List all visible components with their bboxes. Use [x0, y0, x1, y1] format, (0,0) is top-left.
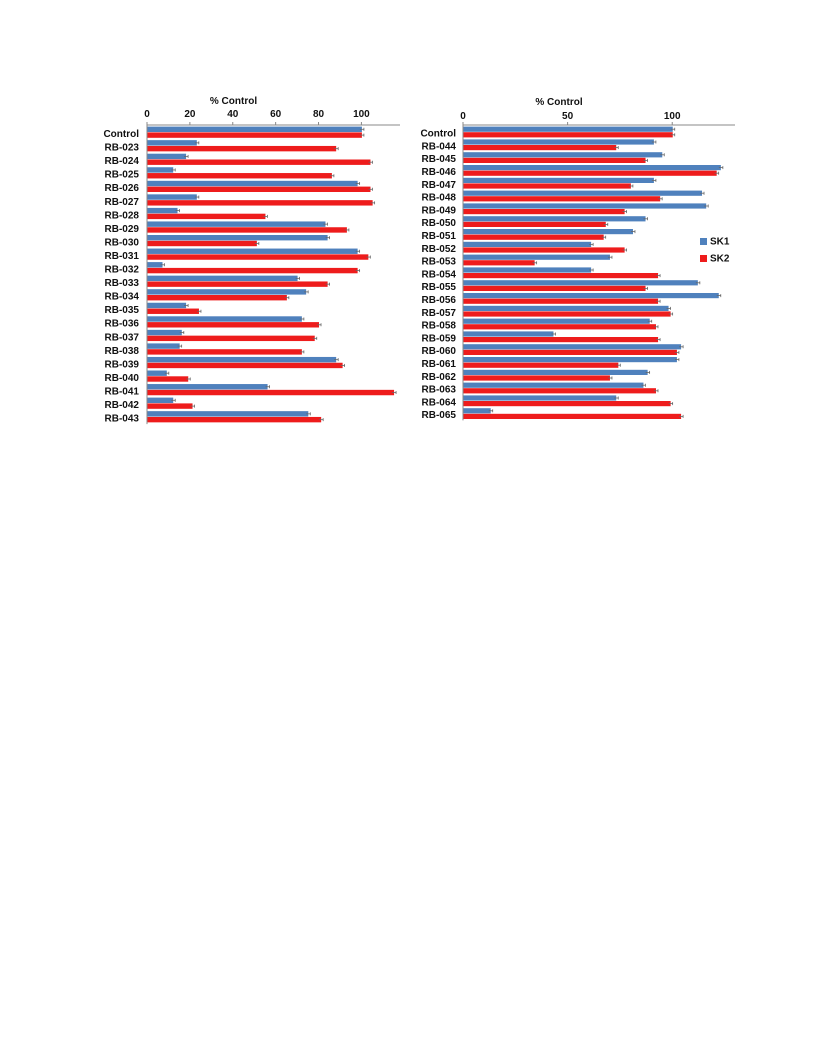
chart-right-svg — [400, 92, 760, 427]
bar-sk2-rb-047 — [464, 183, 631, 188]
x-tick-label: 20 — [184, 109, 196, 120]
bar-sk1-rb-027 — [148, 194, 197, 199]
category-label: RB-032 — [104, 264, 139, 276]
chart-right — [400, 92, 760, 427]
x-tick-label: 60 — [270, 109, 282, 120]
x-tick-label: 40 — [227, 109, 239, 120]
category-label: RB-036 — [104, 318, 139, 330]
bar-sk1-rb-026 — [148, 181, 358, 186]
bar-sk2-rb-042 — [148, 403, 193, 408]
category-label: Control — [420, 128, 456, 140]
category-label: RB-038 — [104, 345, 139, 357]
bar-sk2-rb-060 — [464, 350, 677, 355]
bar-sk2-rb-054 — [464, 273, 659, 278]
bar-sk2-rb-038 — [148, 349, 302, 354]
bar-sk1-rb-033 — [148, 276, 298, 281]
bar-sk2-rb-062 — [464, 375, 610, 380]
bar-sk1-rb-025 — [148, 167, 174, 172]
bar-sk1-rb-041 — [148, 384, 268, 389]
bar-sk2-rb-051 — [464, 235, 604, 240]
bar-sk2-rb-031 — [148, 254, 369, 259]
bar-sk2-rb-050 — [464, 222, 606, 227]
bar-sk2-rb-032 — [148, 268, 358, 273]
bar-sk1-rb-049 — [464, 203, 707, 208]
category-label: RB-026 — [104, 183, 139, 195]
bar-sk1-rb-052 — [464, 242, 592, 247]
x-tick-label: 50 — [562, 111, 574, 122]
category-label: RB-052 — [421, 243, 456, 255]
category-label: RB-058 — [421, 320, 456, 332]
bar-sk2-rb-044 — [464, 145, 617, 150]
bar-sk1-rb-048 — [464, 191, 703, 196]
x-tick-label: 0 — [460, 111, 466, 122]
bar-sk1-rb-036 — [148, 316, 302, 321]
x-tick-label: 0 — [144, 109, 150, 120]
category-label: RB-046 — [421, 166, 456, 178]
bar-sk1-rb-050 — [464, 216, 646, 221]
bar-sk1-rb-055 — [464, 280, 698, 285]
bar-sk1-rb-037 — [148, 330, 182, 335]
bar-sk1-rb-060 — [464, 344, 682, 349]
bar-sk1-rb-044 — [464, 139, 654, 144]
bar-sk2-rb-061 — [464, 363, 619, 368]
bar-sk1-rb-046 — [464, 165, 721, 170]
category-label: RB-056 — [421, 294, 456, 306]
bar-sk2-rb-055 — [464, 286, 646, 291]
bar-sk1-rb-034 — [148, 289, 307, 294]
bar-sk1-rb-065 — [464, 408, 491, 413]
bar-sk2-rb-041 — [148, 390, 395, 395]
bar-sk2-rb-023 — [148, 146, 337, 151]
bar-sk2-rb-037 — [148, 336, 315, 341]
legend-swatch-sk1 — [700, 238, 707, 245]
bar-sk1-rb-058 — [464, 319, 650, 324]
bar-sk1-rb-061 — [464, 357, 677, 362]
category-label: RB-054 — [421, 269, 456, 281]
category-label: RB-035 — [104, 305, 139, 317]
category-label: RB-043 — [104, 413, 139, 425]
bar-sk1-rb-056 — [464, 293, 719, 298]
category-label: RB-048 — [421, 192, 456, 204]
chart-left — [95, 92, 415, 427]
bar-sk2-rb-065 — [464, 414, 682, 419]
category-label: RB-023 — [104, 142, 139, 154]
category-label: RB-050 — [421, 218, 456, 230]
bar-sk2-rb-024 — [148, 160, 371, 165]
category-label: RB-064 — [421, 397, 456, 409]
category-label: RB-065 — [421, 410, 456, 422]
bar-sk2-rb-056 — [464, 299, 659, 304]
category-label: RB-040 — [104, 372, 139, 384]
bar-sk2-rb-040 — [148, 376, 189, 381]
category-label: RB-051 — [421, 230, 456, 242]
category-label: RB-062 — [421, 371, 456, 383]
bar-sk2-rb-045 — [464, 158, 646, 163]
legend-label-sk2: SK2 — [710, 253, 730, 265]
category-label: RB-030 — [104, 237, 139, 249]
bar-sk1-rb-062 — [464, 370, 648, 375]
bar-sk1-rb-032 — [148, 262, 163, 267]
bar-sk1-rb-063 — [464, 383, 644, 388]
x-axis-title: % Control — [535, 97, 583, 108]
bar-sk1-rb-059 — [464, 331, 554, 336]
bar-sk2-control — [148, 132, 362, 137]
x-tick-label: 100 — [353, 109, 370, 120]
bar-sk2-rb-029 — [148, 227, 347, 232]
category-label: RB-059 — [421, 333, 456, 345]
category-label: RB-039 — [104, 359, 139, 371]
bar-sk1-rb-029 — [148, 221, 326, 226]
bar-sk2-rb-058 — [464, 324, 656, 329]
bar-sk1-rb-054 — [464, 267, 592, 272]
x-tick-label: 80 — [312, 109, 325, 120]
x-axis-title: % Control — [209, 96, 258, 107]
bar-sk1-rb-053 — [464, 255, 610, 260]
category-label: RB-031 — [104, 250, 139, 262]
bar-sk1-control — [148, 127, 362, 132]
category-label: RB-047 — [421, 179, 456, 191]
category-label: RB-024 — [104, 156, 139, 168]
bar-sk1-rb-028 — [148, 208, 178, 213]
bar-sk2-control — [464, 132, 673, 137]
bar-sk1-rb-024 — [148, 154, 187, 159]
bar-sk2-rb-030 — [148, 241, 257, 246]
bar-sk1-rb-035 — [148, 303, 187, 308]
bar-sk1-rb-023 — [148, 140, 197, 145]
category-label: RB-027 — [104, 196, 139, 208]
chart-left-svg — [95, 92, 415, 427]
bar-sk2-rb-025 — [148, 173, 332, 178]
bar-sk2-rb-046 — [464, 171, 717, 176]
bar-sk1-rb-031 — [148, 249, 358, 254]
bar-sk2-rb-028 — [148, 214, 266, 219]
bar-sk2-rb-039 — [148, 363, 343, 368]
legend-label-sk1: SK1 — [710, 236, 730, 248]
category-label: RB-061 — [421, 358, 456, 370]
bar-sk2-rb-036 — [148, 322, 320, 327]
bar-sk2-rb-027 — [148, 200, 373, 205]
category-label: RB-028 — [104, 210, 139, 222]
bar-sk2-rb-052 — [464, 247, 625, 252]
bar-sk1-rb-045 — [464, 152, 663, 157]
bar-sk1-rb-051 — [464, 229, 633, 234]
bar-sk2-rb-026 — [148, 187, 371, 192]
bar-sk2-rb-053 — [464, 260, 535, 265]
bar-sk2-rb-048 — [464, 196, 661, 201]
category-label: RB-029 — [104, 223, 139, 235]
category-label: RB-044 — [421, 141, 456, 153]
category-label: RB-025 — [104, 169, 139, 181]
bar-sk1-rb-040 — [148, 371, 167, 376]
bar-sk1-rb-039 — [148, 357, 337, 362]
category-label: RB-033 — [104, 278, 139, 290]
bar-sk1-rb-064 — [464, 395, 617, 400]
category-label: RB-045 — [421, 154, 456, 166]
bar-sk1-rb-038 — [148, 343, 180, 348]
category-label: RB-049 — [421, 205, 456, 217]
category-label: RB-063 — [421, 384, 456, 396]
category-label: RB-057 — [421, 307, 456, 319]
bar-sk2-rb-043 — [148, 417, 322, 422]
bar-sk1-rb-047 — [464, 178, 654, 183]
category-label: Control — [103, 129, 139, 141]
category-label: RB-042 — [104, 400, 139, 412]
legend-swatch-sk2 — [700, 255, 707, 262]
category-label: RB-041 — [104, 386, 139, 398]
category-label: RB-060 — [421, 346, 456, 358]
bar-sk2-rb-035 — [148, 309, 199, 314]
bar-sk2-rb-059 — [464, 337, 659, 342]
category-label: RB-037 — [104, 332, 139, 344]
bar-sk1-rb-042 — [148, 398, 174, 403]
bar-sk2-rb-049 — [464, 209, 625, 214]
bar-sk2-rb-057 — [464, 311, 671, 316]
bar-sk2-rb-064 — [464, 401, 671, 406]
bar-sk1-rb-043 — [148, 411, 309, 416]
bar-sk2-rb-063 — [464, 388, 656, 393]
bar-sk2-rb-033 — [148, 281, 328, 286]
category-label: RB-034 — [104, 291, 139, 303]
category-label: RB-055 — [421, 282, 456, 294]
category-label: RB-053 — [421, 256, 456, 268]
bar-sk1-control — [464, 127, 673, 132]
x-tick-label: 100 — [663, 111, 681, 122]
bar-sk1-rb-030 — [148, 235, 328, 240]
bar-sk2-rb-034 — [148, 295, 287, 300]
bar-sk1-rb-057 — [464, 306, 669, 311]
